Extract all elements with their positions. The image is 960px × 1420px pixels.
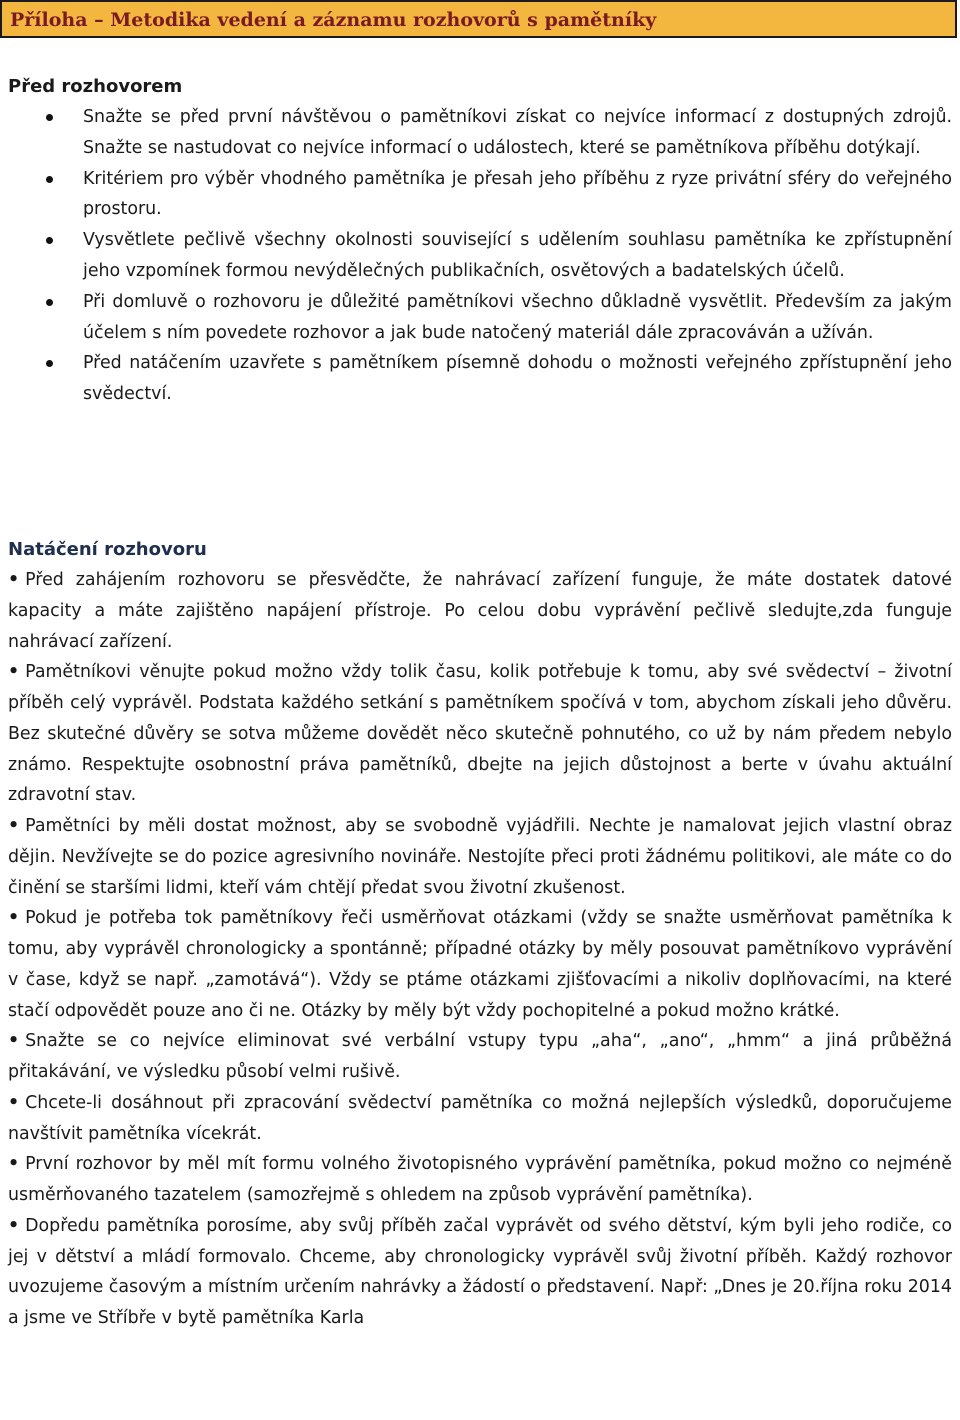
list-item-text: Kritériem pro výběr vhodného pamětníka je přesah jeho příběhu z ryze privátní sféry do veřejného prostoru. [83,168,952,220]
list-item [0,102,960,164]
list-item [0,348,960,410]
bullet-icon: • [8,1215,20,1236]
paragraph-item [0,1026,960,1088]
paragraph-text: Před zahájením rozhovoru se přesvědčte, že nahrávací zařízení funguje, že máte dostatek datové kapacity a máte zajištěno napájení přístroje. Po celou dobu vyprávění pečlivě sledujte,zda funguje nahrávací zařízení. [8,570,952,652]
paragraph-item [0,1149,960,1211]
list-item [0,164,960,226]
paragraph-text: Pamětníci by měli dostat možnost, aby se svobodně vyjádřili. Nechte je namalovat jejich vlastní obraz dějin. Nevžívejte se do pozice agresivního novináře. Nestojíte přeci proti žádnému politikovi, ale máte co do činění se staršími lidmi, kteří vám chtějí předat svou životní zkušenost. [8,816,952,898]
bullet-icon: • [8,1154,20,1175]
list-item-text: Při domluvě o rozhovoru je důležité pamětníkovi všechno důkladně vysvětlit. Především za jakým účelem s ním povedete rozhovor a jak bude natočený materiál dále zpracováván a užíván. [83,291,952,343]
bullet-icon: • [8,662,20,683]
document-title: Příloha – Metodika vedení a záznamu rozhovorů s pamětníky [10,9,657,31]
list-item-text: Snažte se před první návštěvou o pamětníkovi získat co nejvíce informací z dostupných zdrojů. Snažte se nastudovat co nejvíce informací o událostech, které se pamětníkova příběhu dotýkají. [83,107,952,158]
list-item-text: Vysvětlete pečlivě všechny okolnosti související s udělením souhlasu pamětníka ke zpřístupnění jeho vzpomínek formou nevýdělečných publikačních, osvětových a badatelských účelů. [83,230,952,281]
paragraph-text: Chcete-li dosáhnout při zpracování svědectví pamětníka co možná nejlepších výsledků, doporučujeme navštívit pamětníka vícekrát. [8,1092,952,1144]
paragraph-item [0,1211,960,1334]
bullet-icon: • [8,570,20,590]
bullet-icon [46,360,53,367]
bullet-icon [46,114,53,121]
paragraph-text: Snažte se co nejvíce eliminovat své verbální vstupy typu „aha“, „ano“, „hmm“ a jiná průběžná přitakávání, ve výsledku působí velmi rušivě. [8,1031,952,1082]
bullet-icon [46,299,53,306]
recording-list [0,565,960,1334]
paragraph-item [0,565,960,657]
paragraph-item [0,903,960,1026]
bullet-icon: • [8,908,20,929]
bullet-icon: • [8,1092,20,1113]
paragraph-text: Pamětníkovi věnujte pokud možno vždy tolik času, kolik potřebuje k tomu, aby své svědectví – životní příběh celý vyprávěl. Podstata každého setkání s pamětníkem spočívá v tom, abychom získali jeho důvěru. Bez skutečné důvěry se sotva můžeme dovědět něco skutečně pohnutého, co už by nám předem nebylo známo. Respektujte osobnostní práva pamětníků, dbejte na jejich důstojnost a berte v úvahu aktuální zdravotní stav. [8,662,952,806]
list-item [0,225,960,287]
bullet-icon: • [8,816,20,836]
bullet-icon [46,237,53,244]
paragraph-item [0,811,960,903]
title-banner [0,0,957,38]
paragraph-text: První rozhovor by měl mít formu volného životopisného vyprávění pamětníka, pokud možno co nejméně usměrňovaného tazatelem (samozřejmě s ohledem na způsob vyprávění pamětníka). [8,1154,952,1205]
paragraph-item [0,1088,960,1150]
bullet-icon: • [8,1031,20,1052]
before-interview-list [0,102,960,410]
section-heading-recording: Natáčení rozhovoru [8,539,207,560]
paragraph-item [0,657,960,811]
paragraph-text: Pokud je potřeba tok pamětníkovy řeči usměrňovat otázkami (vždy se snažte usměrňovat pamětníka k tomu, aby vyprávěl chronologicky a spontánně; případné otázky by měly posouvat pamětníkovo vyprávění v čase, když se např. „zamotává“). Vždy se ptáme otázkami zjišťovacími a nikoliv doplňovacími, na které stačí odpovědět pouze ano či ne. Otázky by měly být vždy pochopitelné a pokud možno krátké. [8,908,952,1021]
list-item [0,287,960,349]
bullet-icon [46,176,53,183]
list-item-text: Před natáčením uzavřete s pamětníkem písemně dohodu o možnosti veřejného zpřístupnění jeho svědectví. [83,353,952,405]
section-heading-before-interview: Před rozhovorem [8,76,183,97]
paragraph-text: Dopředu pamětníka porosíme, aby svůj příběh začal vyprávět od svého dětství, kým byli jeho rodiče, co jej v dětství a mládí formovalo. Chceme, aby chronologicky vyprávěl svůj životní příběh. Každý rozhovor uvozujeme časovým a místním určením nahrávky a žádostí o představení. Např: „Dnes je 20.října roku 2014 a jsme ve Stříbře v bytě pamětníka Karla [8,1215,952,1328]
